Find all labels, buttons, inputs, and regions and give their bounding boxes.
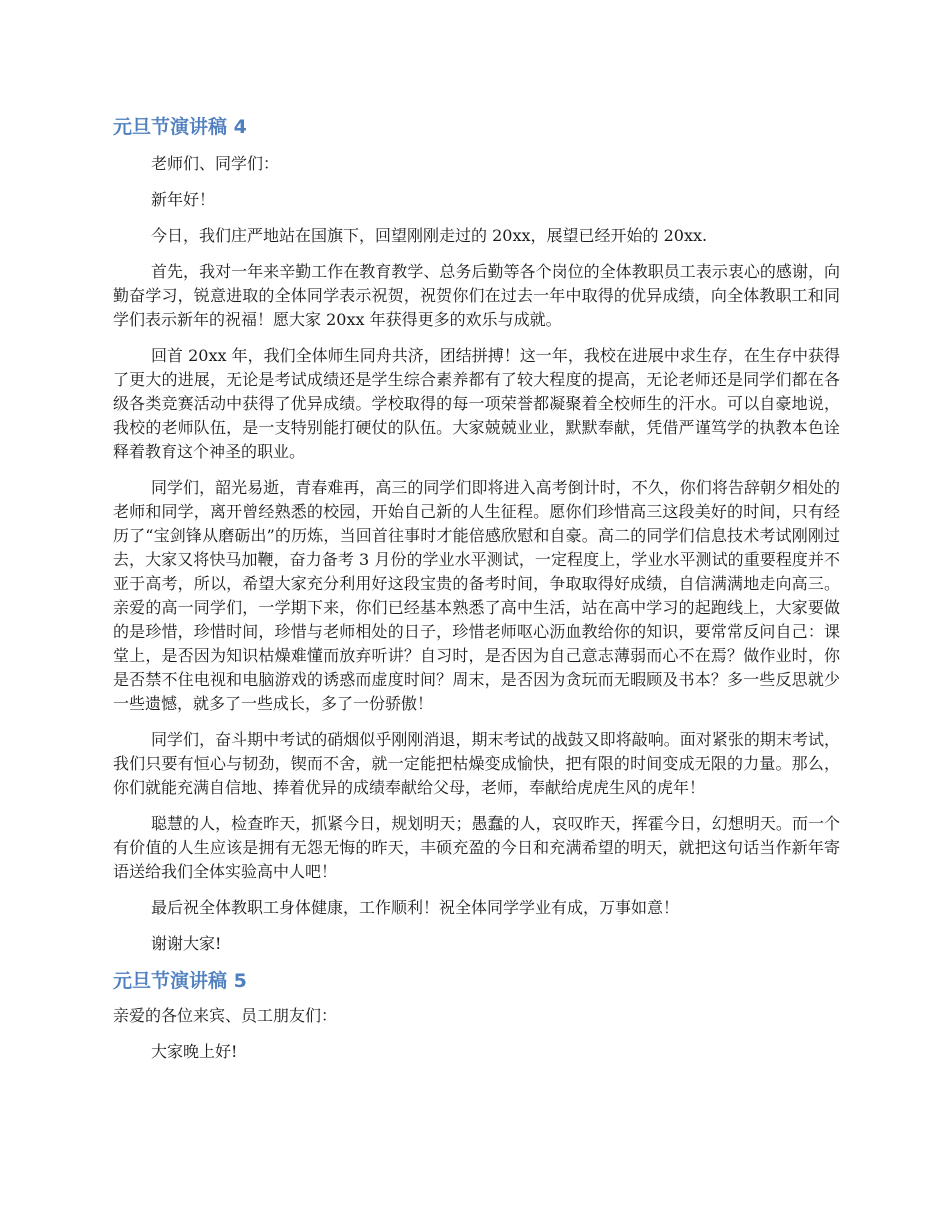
body-paragraph: 同学们，奋斗期中考试的硝烟似乎刚刚消退，期末考试的战鼓又即将敲响。面对紧张的期末考试，我们只要有恒心与韧劲，锲而不舍，就一定能把枯燥变成愉快，把有限的时间变成无限的力量。那么，你们就能充满自信地、捧着优异的成绩奉献给父母，老师，奉献给虎虎生风的虎年！ xyxy=(113,730,840,797)
thanks: 谢谢大家! xyxy=(151,934,222,953)
body-paragraph: 首先，我对一年来辛勤工作在教育教学、总务后勤等各个岗位的全体教职员工表示衷心的感谢，向勤奋学习，锐意进取的全体同学表示祝贺，祝贺你们在过去一年中取得的优异成绩，向全体教职工和同学们表示新年的祝福！愿大家 20xx 年获得更多的欢乐与成就。 xyxy=(113,262,840,329)
body-paragraph: 同学们，韶光易逝，青春难再，高三的同学们即将进入高考倒计时，不久，你们将告辞朝夕相处的老师和同学，离开曾经熟悉的校园，开始自己新的人生征程。愿你们珍惜高三这段美好的时间，只有经历了“宝剑锋从磨砺出”的历炼，当回首往事时才能倍感欣慰和自豪。高二的同学们信息技术考试刚刚过去，大家又将快马加鞭，奋力备考 3 月份的学业水平测试，一定程度上，学业水平测试的重要程度并不亚于高考，所以，希望大家充分利用好这段宝贵的备考时间，争取取得好成绩，自信满满地走向高三。亲爱的高一同学们，一学期下来，你们已经基本熟悉了高中生活，站在高中学习的起跑线上，大家要做的是珍惜，珍惜时间，珍惜与老师相处的日子，珍惜老师呕心沥血教给你的知识，要常常反问自己：课堂上，是否因为知识枯燥难懂而放弃听讲？自习时，是否因为自己意志薄弱而心不在焉？做作业时，你是否禁不住电视和电脑游戏的诱惑而虚度时间？周末，是否因为贪玩而无暇顾及书本？多一些反思就少一些遗憾，就多了一些成长，多了一份骄傲！ xyxy=(113,478,840,713)
salutation: 亲爱的各位来宾、员工朋友们： xyxy=(113,1006,338,1025)
section-heading: 元旦节演讲稿 4 xyxy=(113,116,247,138)
section-heading: 元旦节演讲稿 5 xyxy=(113,970,247,992)
greeting: 新年好！ xyxy=(151,190,216,209)
closing-wishes: 最后祝全体教职工身体健康，工作顺利！祝全体同学学业有成，万事如意！ xyxy=(151,898,680,917)
document-content xyxy=(113,114,840,1064)
body-paragraph: 今日，我们庄严地站在国旗下，回望刚刚走过的 20xx，展望已经开始的 20xx. xyxy=(151,226,708,245)
body-paragraph: 聪慧的人，检查昨天，抓紧今日，规划明天；愚蠢的人，哀叹昨天，挥霍今日，幻想明天。而一个有价值的人生应该是拥有无怨无悔的昨天，丰硕充盈的今日和充满希望的明天，就把这句话当作新年寄语送给我们全体实验高中人吧！ xyxy=(113,814,840,881)
body-paragraph: 回首 20xx 年，我们全体师生同舟共济，团结拼搏！这一年，我校在进展中求生存，在生存中获得了更大的进展，无论是考试成绩还是学生综合素养都有了较大程度的提高，无论老师还是同学们都在各级各类竞赛活动中获得了优异成绩。学校取得的每一项荣誉都凝聚着全校师生的汗水。可以自豪地说，我校的老师队伍，是一支特别能打硬仗的队伍。大家兢兢业业，默默奉献，凭借严谨笃学的执教本色诠释着教育这个神圣的职业。 xyxy=(113,346,840,461)
salutation: 老师们、同学们： xyxy=(151,154,280,173)
greeting: 大家晚上好! xyxy=(151,1042,238,1061)
